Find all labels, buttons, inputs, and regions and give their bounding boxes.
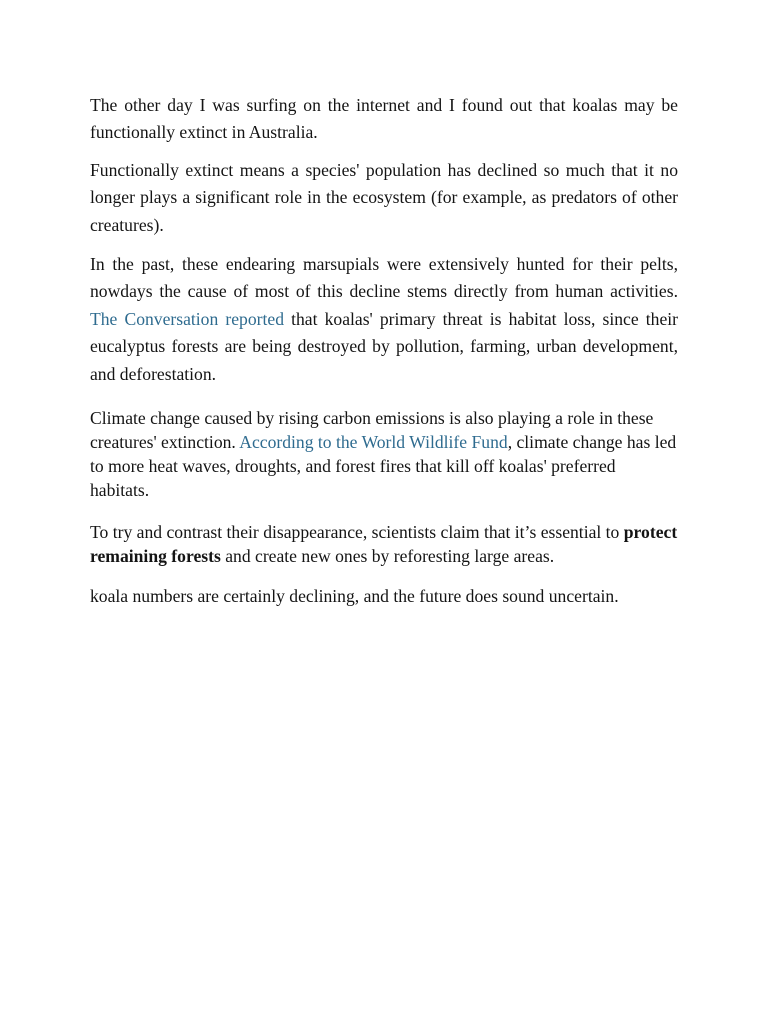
- paragraph-conclusion: koala numbers are certainly declining, and the future does sound uncertain.: [90, 586, 619, 607]
- paragraph-solutions: [90, 520, 678, 568]
- paragraph-text: that koalas' primary threat is habitat loss, since their eucalyptus forests are being destroyed by pollution, farming, urban development, and deforestation.: [90, 308, 679, 384]
- document-page: [90, 92, 678, 608]
- paragraph-habitat-loss: [90, 251, 678, 388]
- paragraph-text: and create new ones by reforesting large areas.: [220, 546, 555, 567]
- paragraph-text: To try and contrast their disappearance, scientists claim that it’s essential to: [90, 522, 624, 543]
- paragraph-text: In the past, these endearing marsupials were extensively hunted for their pelts, nowdays the cause of most of this decline stems directly from human activities.: [90, 254, 678, 302]
- paragraph-intro: The other day I was surfing on the internet and I found out that koalas may be functionally extinct in Australia.: [90, 95, 678, 143]
- paragraph-climate-change: [90, 406, 678, 502]
- the-conversation-link[interactable]: The Conversation reported: [90, 308, 285, 329]
- paragraph-definition: Functionally extinct means a species' population has declined so much that it no longer plays a significant role in the ecosystem (for example, as predators of other creatures).: [90, 159, 678, 235]
- paragraph-text: , climate change has led to more heat waves, droughts, and forest fires that kill off koalas' preferred habitats.: [90, 432, 677, 501]
- paragraph-text: Climate change caused by rising carbon emissions is also playing a role in these creatures' extinction.: [90, 408, 654, 453]
- bold-phrase: protect remaining forests: [90, 522, 678, 567]
- world-wildlife-fund-link[interactable]: According to the World Wildlife Fund: [239, 432, 508, 453]
